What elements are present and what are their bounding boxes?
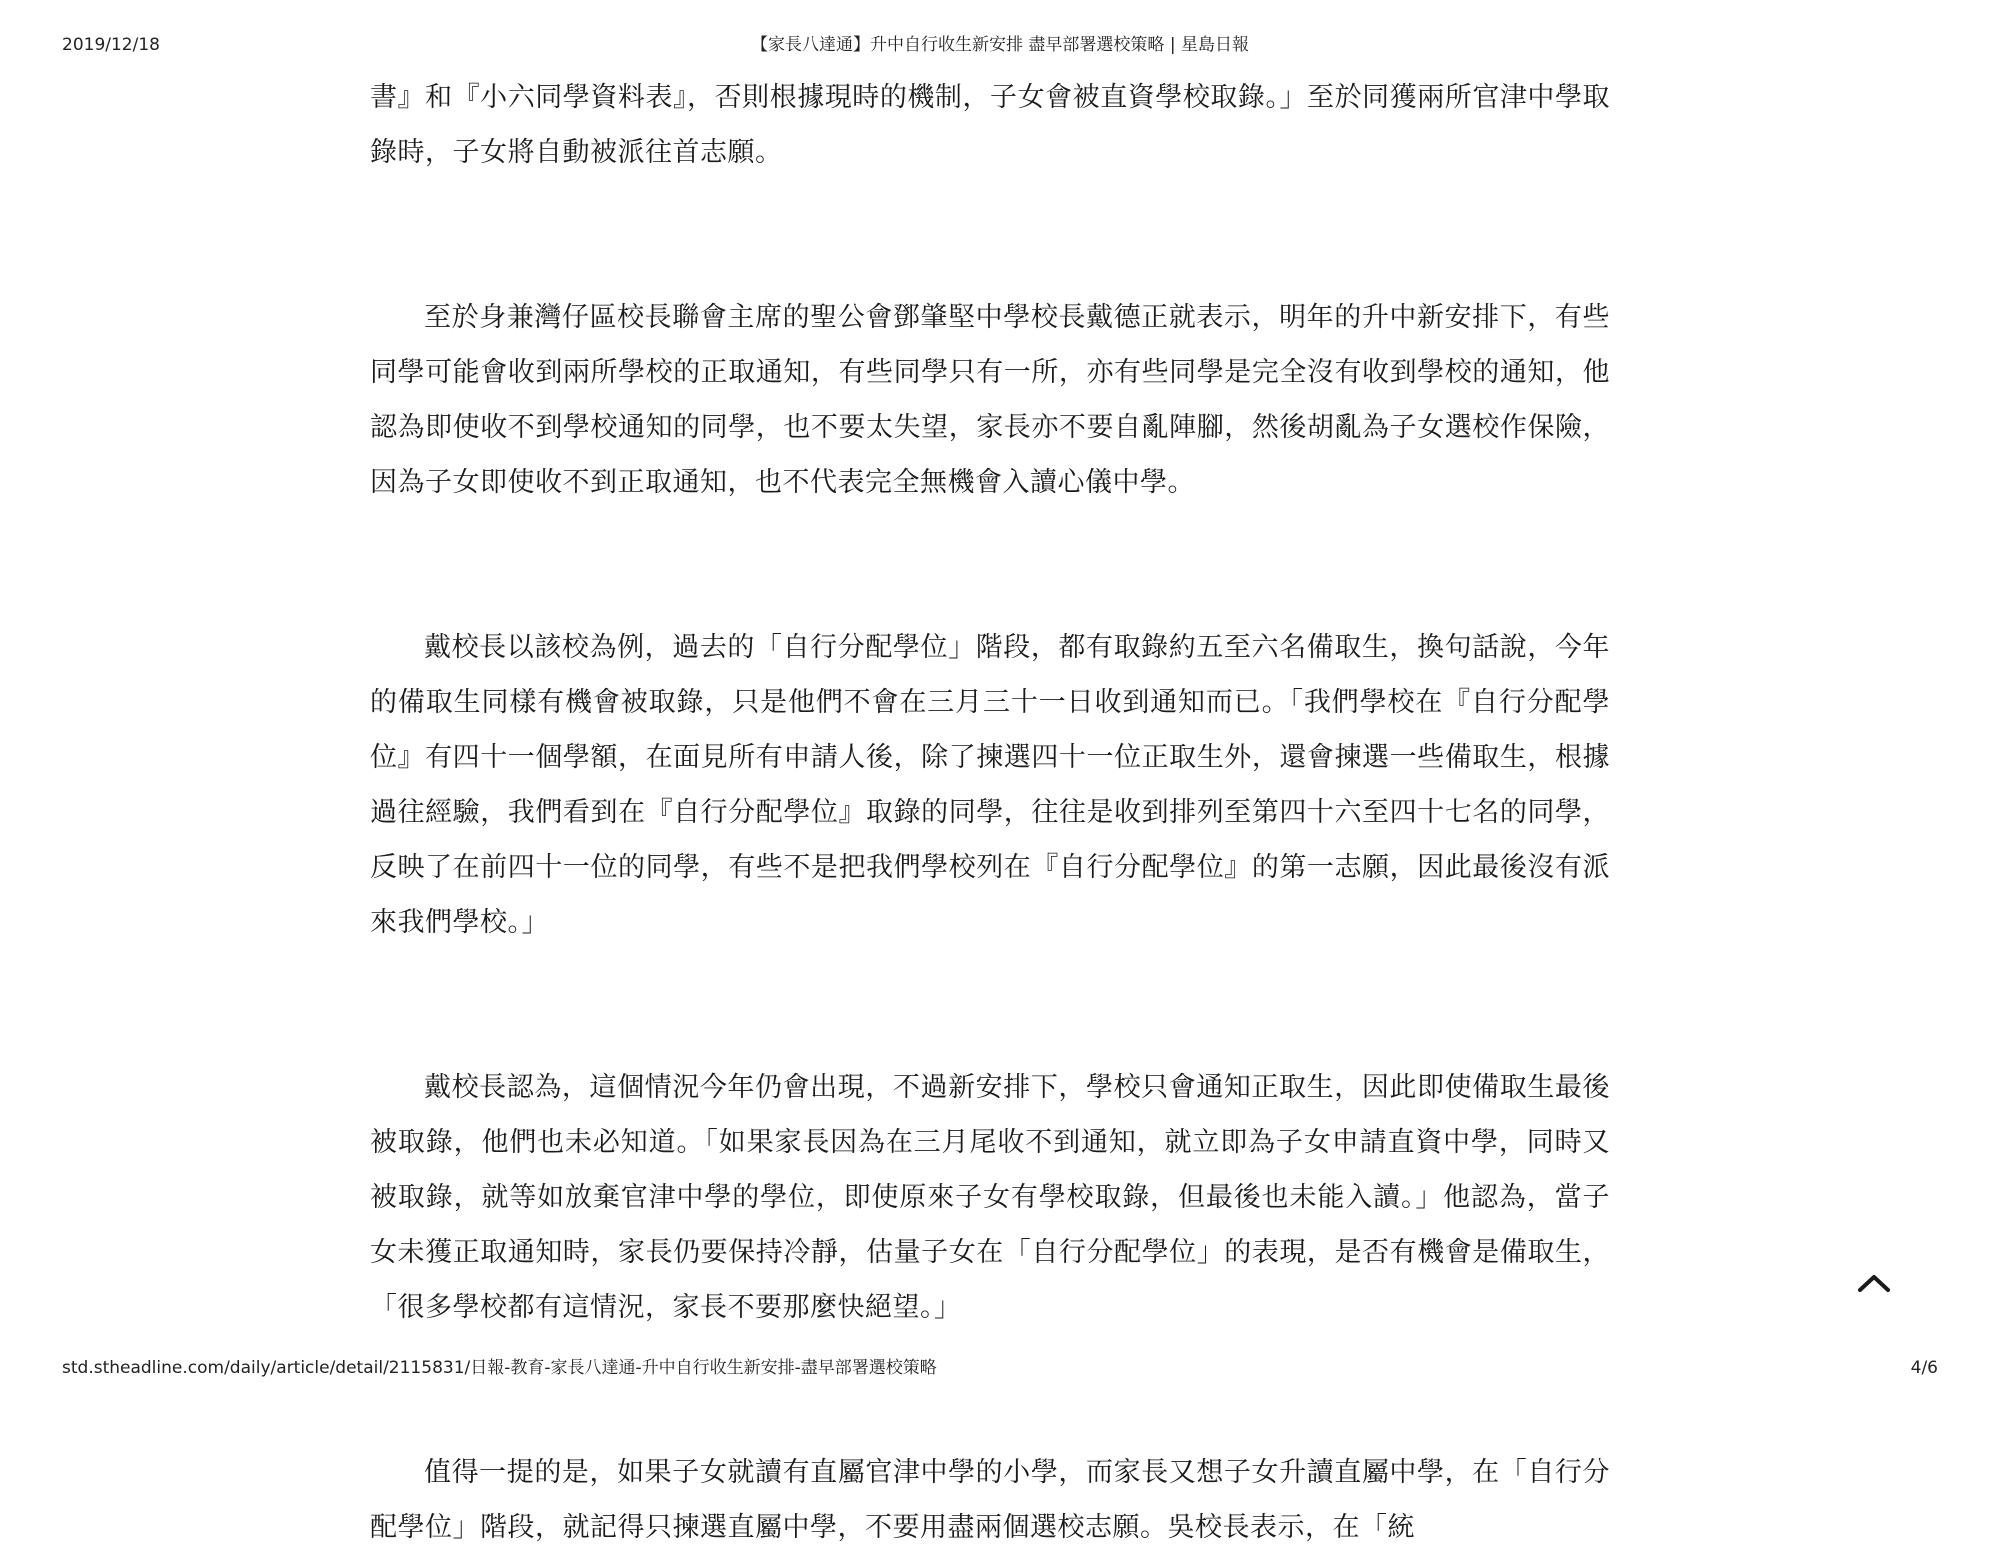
article-paragraph: 書』和『小六同學資料表』，否則根據現時的機制，子女會被直資學校取錄。」至於同獲兩所官津中學取錄時，子女將自動被派往首志願。	[370, 82, 1610, 168]
print-url: std.stheadline.com/daily/article/detail/2115831/日報-教育-家長八達通-升中自行收生新安排-盡早部署選校策略	[62, 1358, 937, 1378]
article-paragraph: 至於身兼灣仔區校長聯會主席的聖公會鄧肇堅中學校長戴德正就表示，明年的升中新安排下，有些同學可能會收到兩所學校的正取通知，有些同學只有一所，亦有些同學是完全沒有收到學校的通知，他認為即使收不到學校通知的同學，也不要太失望，家長亦不要自亂陣腳，然後胡亂為子女選校作保險，因為子女即使收不到正取通知，也不代表完全無機會入讀心儀中學。	[370, 302, 1610, 498]
article-paragraph: 值得一提的是，如果子女就讀有直屬官津中學的小學，而家長又想子女升讀直屬中學，在「自行分配學位」階段，就記得只揀選直屬中學，不要用盡兩個選校志願。吳校長表示，在「統	[370, 1457, 1610, 1543]
print-date: 2019/12/18	[62, 35, 160, 55]
article-paragraph: 戴校長認為，這個情況今年仍會出現，不過新安排下，學校只會通知正取生，因此即使備取生最後被取錄，他們也未必知道。「如果家長因為在三月尾收不到通知，就立即為子女申請直資中學，同時又被取錄，就等如放棄官津中學的學位，即使原來子女有學校取錄，但最後也未能入讀。」他認為，當子女未獲正取通知時，家長仍要保持冷靜，估量子女在「自行分配學位」的表現，是否有機會是備取生，「很多學校都有這情況，家長不要那麼快絕望。」	[370, 1072, 1610, 1323]
page-number: 4/6	[1910, 1358, 1938, 1378]
chevron-up-icon	[1854, 1268, 1894, 1298]
article-body	[370, 70, 1610, 1555]
scroll-to-top-button[interactable]	[1854, 1268, 1894, 1298]
article-paragraph: 戴校長以該校為例，過去的「自行分配學位」階段，都有取錄約五至六名備取生，換句話說，今年的備取生同樣有機會被取錄，只是他們不會在三月三十一日收到通知而已。「我們學校在『自行分配學位』有四十一個學額，在面見所有申請人後，除了揀選四十一位正取生外，還會揀選一些備取生，根據過往經驗，我們看到在『自行分配學位』取錄的同學，往往是收到排列至第四十六至四十七名的同學，反映了在前四十一位的同學，有些不是把我們學校列在『自行分配學位』的第一志願，因此最後沒有派來我們學校。」	[370, 632, 1610, 938]
print-page-title: 【家長八達通】升中自行收生新安排 盡早部署選校策略 | 星島日報	[751, 35, 1249, 55]
